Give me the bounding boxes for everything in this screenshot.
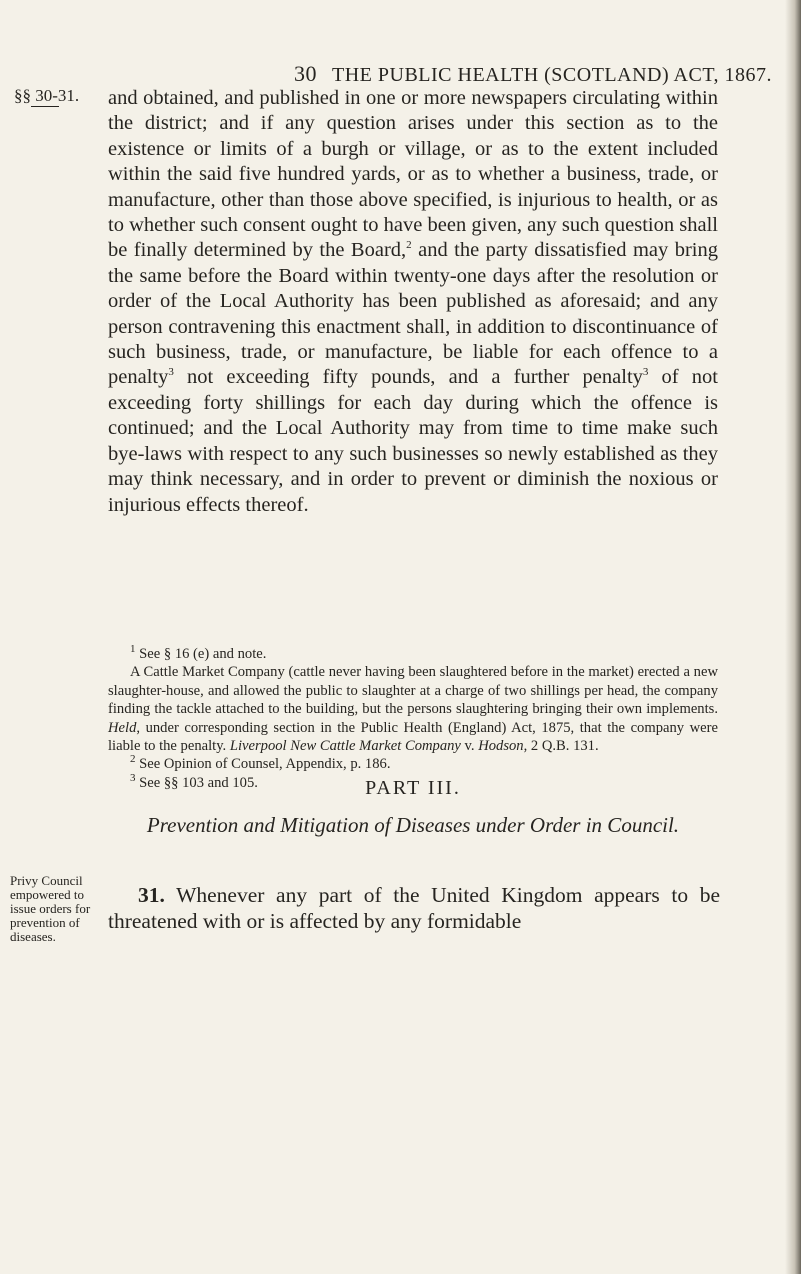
footnote-1-case-note (108, 663, 718, 755)
footnote-1-text: See § 16 (e) and note. (135, 646, 267, 662)
running-title: THE PUBLIC HEALTH (SCOTLAND) ACT, 1867. (332, 64, 773, 86)
main-text-part-4: of not exceeding forty shillings for each day during which the offence is continued; and the Local Authority may from time to time make such bye-laws with respect to any such businesses so newly established as they may think necessary, and in order to prevent or diminish the noxious or injurious effects thereof. (108, 366, 718, 516)
case-note-held: Held (108, 719, 137, 736)
main-text-part-1: and obtained, and published in one or more newspapers circulating within the district; and if any question arises under this section as to the existence or limits of a burgh or village, or as to the extent included within the said five hundred yards, or as to whether a business, trade, or manufacture, other than those above specified, is injurious to health, or as to whether such consent ought to have been given, any such question shall be finally determined by the Board, (108, 87, 718, 262)
case-citation: , 2 Q.B. 131. (523, 738, 599, 755)
page-edge-shadow (785, 0, 801, 1274)
footnote-1 (108, 645, 718, 663)
part-subtitle: Prevention and Mitigation of Diseases under Order in Council. (146, 813, 680, 837)
case-note-text-1: A Cattle Market Company (cattle never having been slaughtered before in the market) erected a new slaughter-house, and allowed the public to slaughter at a charge of two shillings per head, the company finding the tackle attached to the building, but the persons slaughtering bringing their own implements. (108, 664, 718, 718)
main-text-part-3: not exceeding fifty pounds, and a further penalty (173, 366, 643, 389)
footnote-ref-2: 2 (406, 239, 412, 252)
case-note-text-2: , under corresponding section in the Public Health (England) Act, 1875, that the company were liable to the penalty. (108, 719, 718, 755)
section-reference (14, 84, 79, 107)
margin-note: Privy Council empowered to issue orders for prevention of diseases. (10, 873, 91, 944)
footnotes (108, 645, 718, 792)
section-31-text: Whenever any part of the United Kingdom appears to be threatened with or is affected by any formidable (108, 883, 720, 933)
main-text-part-2: and the party dissatisfied may bring the same before the Board within twenty-one days after the resolution or order of the Local Authority has been published as aforesaid; and any person contravening this enactment shall, in addition to discontinuance of such business, trade, or manufacture, be liable for each offence to a penalty (108, 239, 718, 389)
case-versus: v. (460, 738, 479, 755)
part-heading: PART III. (365, 777, 461, 799)
page-number: 30 (294, 61, 317, 86)
case-name: Liverpool New Cattle Market Company (229, 738, 461, 755)
footnote-3-text: See §§ 103 and 105. (135, 774, 258, 791)
section-reference-rule (31, 106, 59, 107)
footnote-1-marker: 1 (130, 643, 136, 656)
footnote-3-marker: 3 (130, 771, 136, 784)
footnote-2 (108, 755, 718, 773)
footnote-2-text: See Opinion of Counsel, Appendix, p. 186. (135, 756, 391, 773)
case-party: Hodson (478, 738, 524, 755)
footnote-ref-3b: 3 (642, 366, 649, 379)
section-31-number: 31. (138, 883, 165, 907)
section-reference-label: §§ 30-31. (14, 86, 80, 105)
footnote-ref-3a: 3 (168, 366, 174, 379)
main-paragraph (108, 86, 718, 518)
main-text (108, 86, 718, 518)
footnote-2-marker: 2 (130, 753, 136, 766)
section-31-paragraph (108, 883, 720, 934)
section-31 (108, 883, 720, 934)
